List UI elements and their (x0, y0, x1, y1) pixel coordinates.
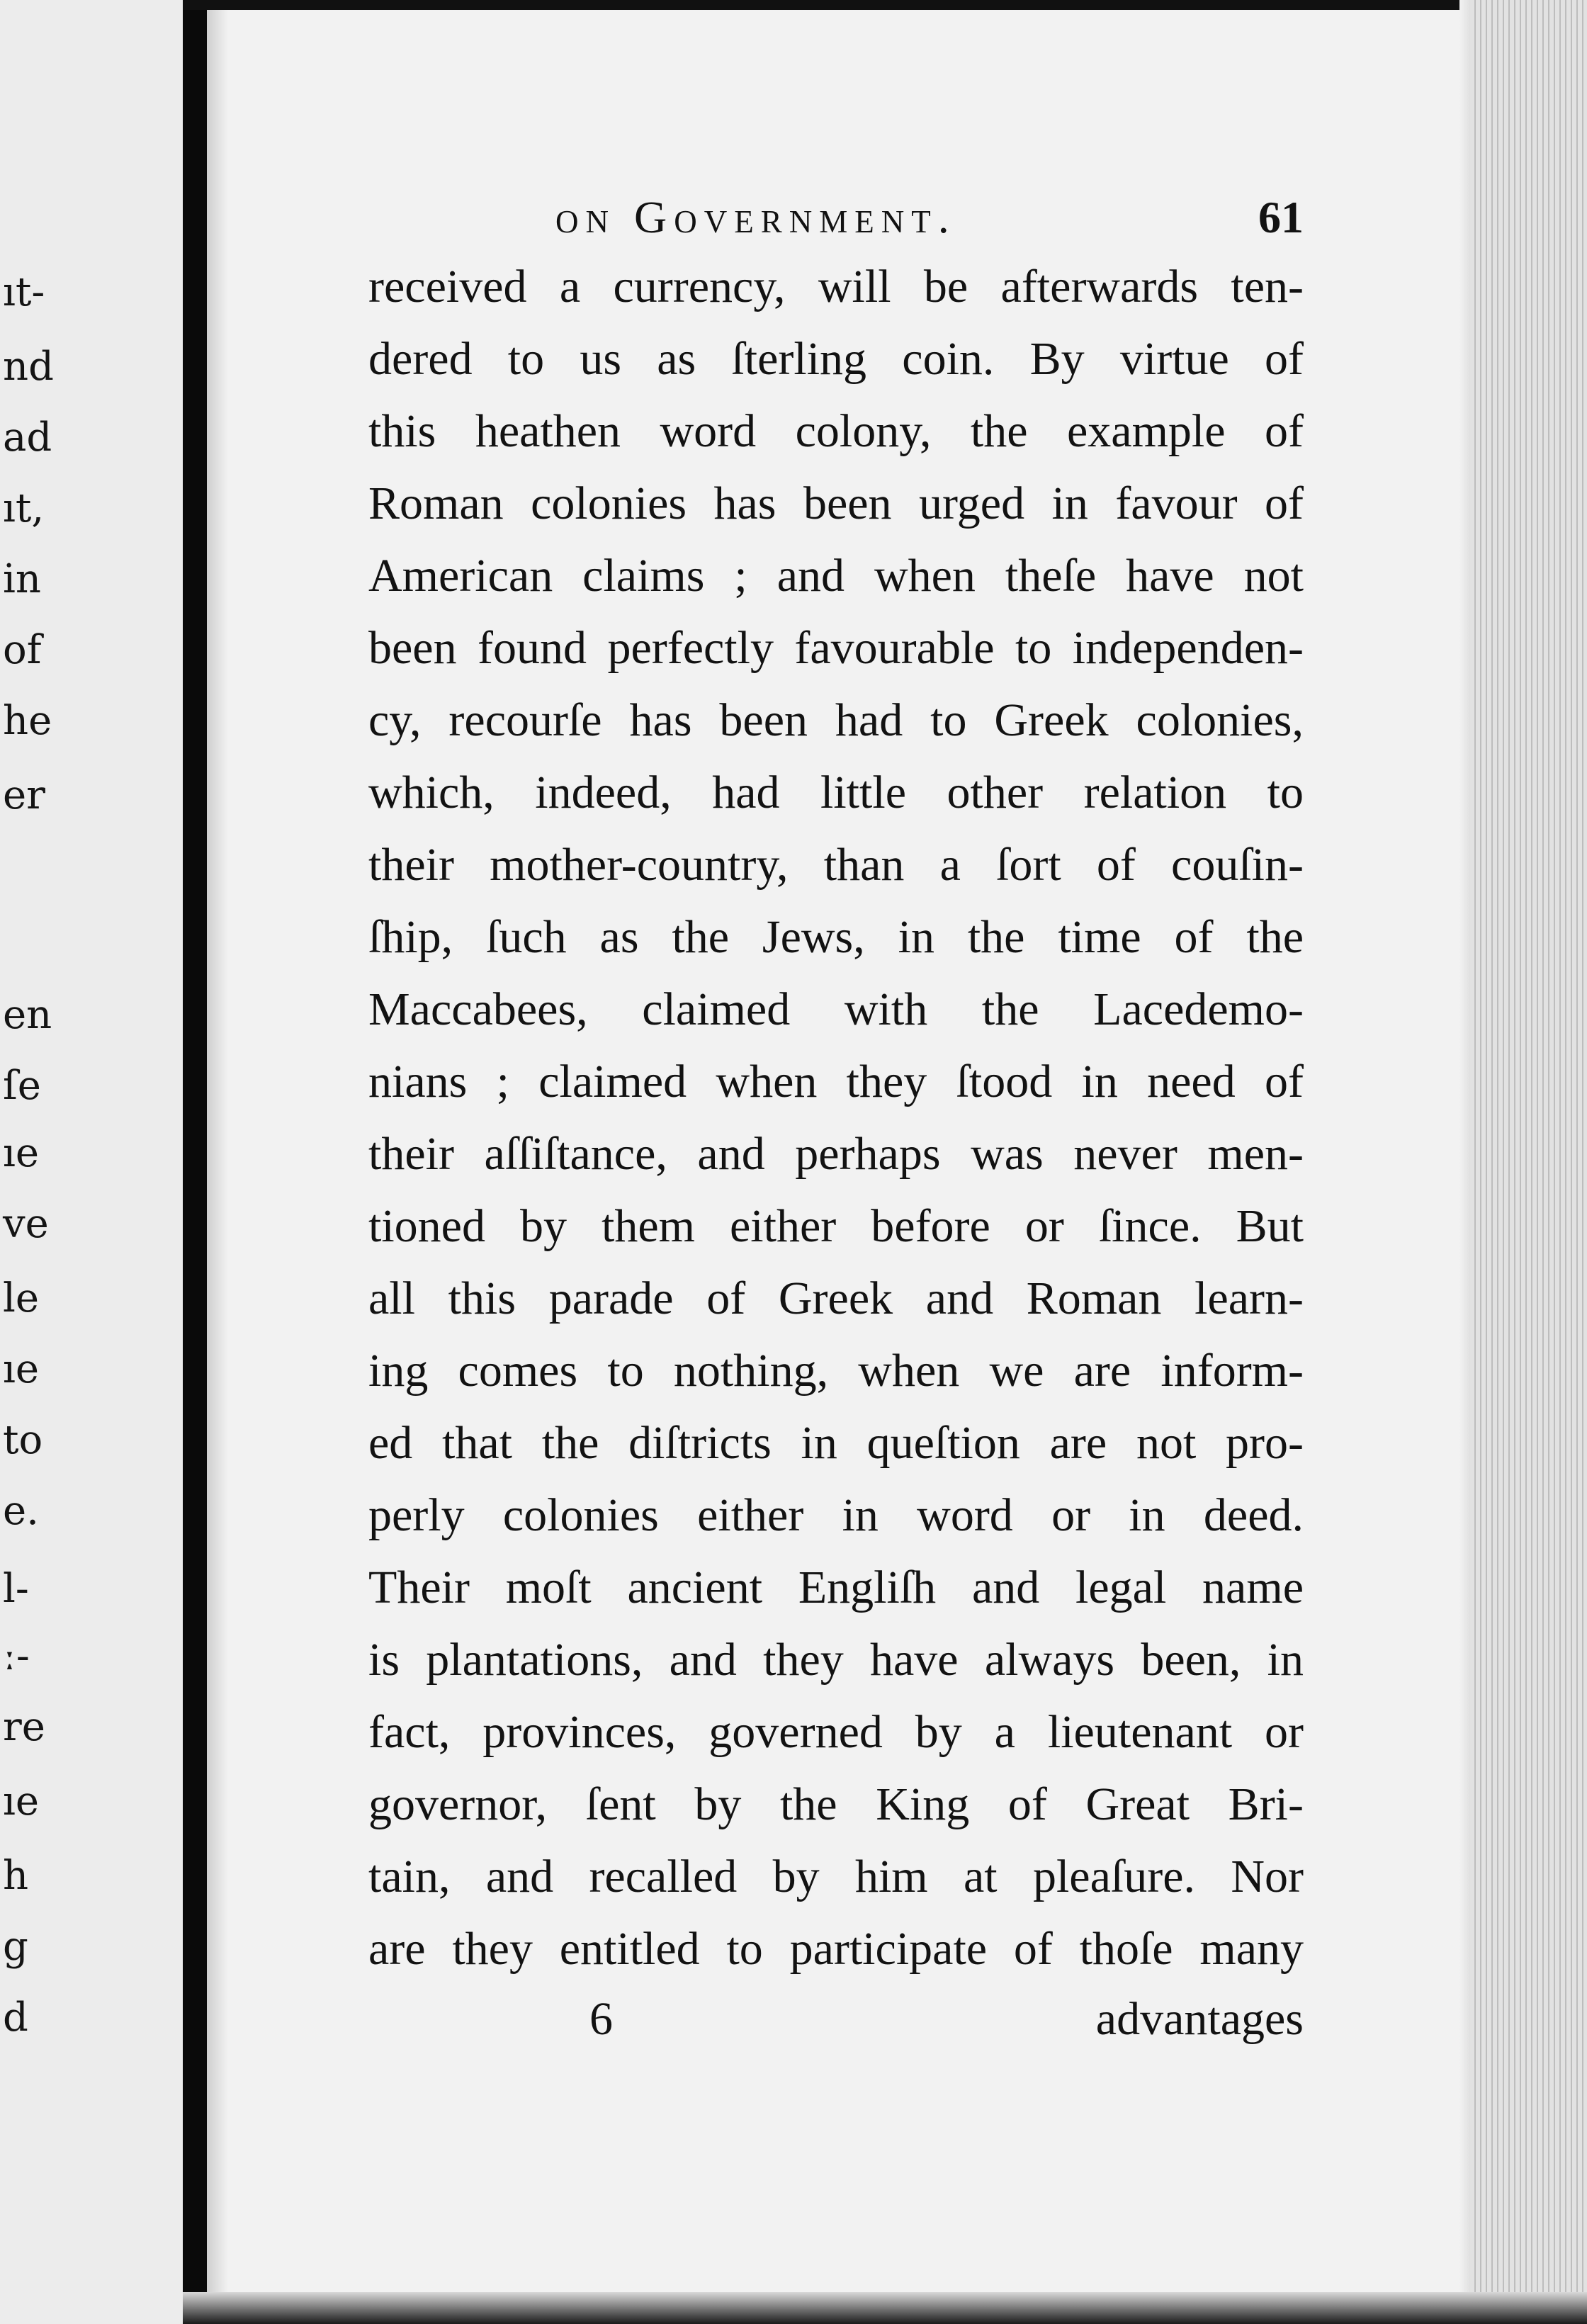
catchword: advantages (1095, 1993, 1304, 2045)
left-page-fragment: ad (3, 414, 52, 461)
text-line: fact, provinces, governed by a lieutenant or (368, 1706, 1304, 1758)
page-stack-edge (1470, 0, 1587, 2324)
text-line: their aſſiſtance, and perhaps was never men- (368, 1128, 1304, 1180)
left-page-fragment: re (3, 1704, 45, 1750)
text-line: which, indeed, had little other relation to (368, 767, 1304, 818)
left-page-fragment: d (3, 1995, 28, 2041)
left-page-fragment: le (3, 1275, 40, 1321)
gutter-shadow (207, 0, 228, 2324)
signature-mark: 6 (589, 1993, 613, 2045)
text-line: their mother-country, than a ſort of couſin- (368, 839, 1304, 891)
body-text (368, 251, 1304, 1985)
text-line: been found perfectly favourable to independen- (368, 622, 1304, 674)
left-page-fragment: to (3, 1417, 43, 1463)
text-line: this heathen word colony, the example of (368, 405, 1304, 457)
left-page-fragment: ſe (3, 1063, 41, 1109)
text-line: cy, recourſe has been had to Greek colonies, (368, 694, 1304, 746)
text-line: are they entitled to participate of thoſe many (368, 1923, 1304, 1975)
right-page (368, 177, 1304, 2056)
bottom-edge (183, 2292, 1587, 2324)
text-line: tain, and recalled by him at pleaſure. Nor (368, 1851, 1304, 1902)
left-page-fragment: er (3, 772, 45, 818)
left-page-fragment: ıe (3, 1130, 40, 1176)
text-line: perly colonies either in word or in deed. (368, 1489, 1304, 1541)
left-page-fragment: of (3, 627, 42, 673)
text-line: Their moſt ancient Engliſh and legal name (368, 1562, 1304, 1613)
text-line: received a currency, will be afterwards ten- (368, 261, 1304, 312)
left-page-fragment: ː- (3, 1633, 30, 1679)
text-line: ſhip, ſuch as the Jews, in the time of the (368, 911, 1304, 963)
text-line: governor, ſent by the King of Great Bri- (368, 1778, 1304, 1830)
text-line: is plantations, and they have always been, in (368, 1634, 1304, 1686)
text-line: Maccabees, claimed with the Lacedemo- (368, 983, 1304, 1035)
left-page-fragment: ıe (3, 1346, 40, 1392)
text-line: dered to us as ſterling coin. By virtue of (368, 333, 1304, 385)
page-number: 61 (1258, 192, 1304, 242)
left-page-fragment: l- (3, 1566, 29, 1612)
left-page-fragment: h (3, 1853, 29, 1899)
left-page-fragment: ıt- (3, 269, 45, 315)
text-line: American claims ; and when theſe have not (368, 550, 1304, 602)
book-gutter (183, 0, 207, 2324)
text-line: nians ; claimed when they ſtood in need of (368, 1056, 1304, 1107)
left-page-fragment: ıt, (3, 485, 45, 531)
top-edge (183, 0, 1587, 10)
text-line: ed that the diſtricts in queſtion are not pro- (368, 1417, 1304, 1469)
left-page-fragment: ve (3, 1201, 49, 1247)
left-page-fragment: en (3, 992, 52, 1038)
text-line: tioned by them either before or ſince. But (368, 1200, 1304, 1252)
left-page-fragment: nd (3, 344, 54, 390)
text-line: all this parade of Greek and Roman learn- (368, 1273, 1304, 1324)
text-line: ing comes to nothing, when we are inform- (368, 1345, 1304, 1397)
left-page-fragment: g (3, 1924, 28, 1970)
running-title: on Government. (555, 192, 956, 242)
page-footer (368, 1985, 1304, 2056)
left-page-fragment: in (3, 556, 41, 602)
left-page-fragment: e. (3, 1488, 39, 1534)
running-header (368, 177, 1304, 248)
left-page-fragment: ıe (3, 1778, 40, 1824)
text-line: Roman colonies has been urged in favour of (368, 478, 1304, 529)
left-page-text-fragments (0, 0, 183, 2324)
left-page-fragment: he (3, 698, 52, 744)
